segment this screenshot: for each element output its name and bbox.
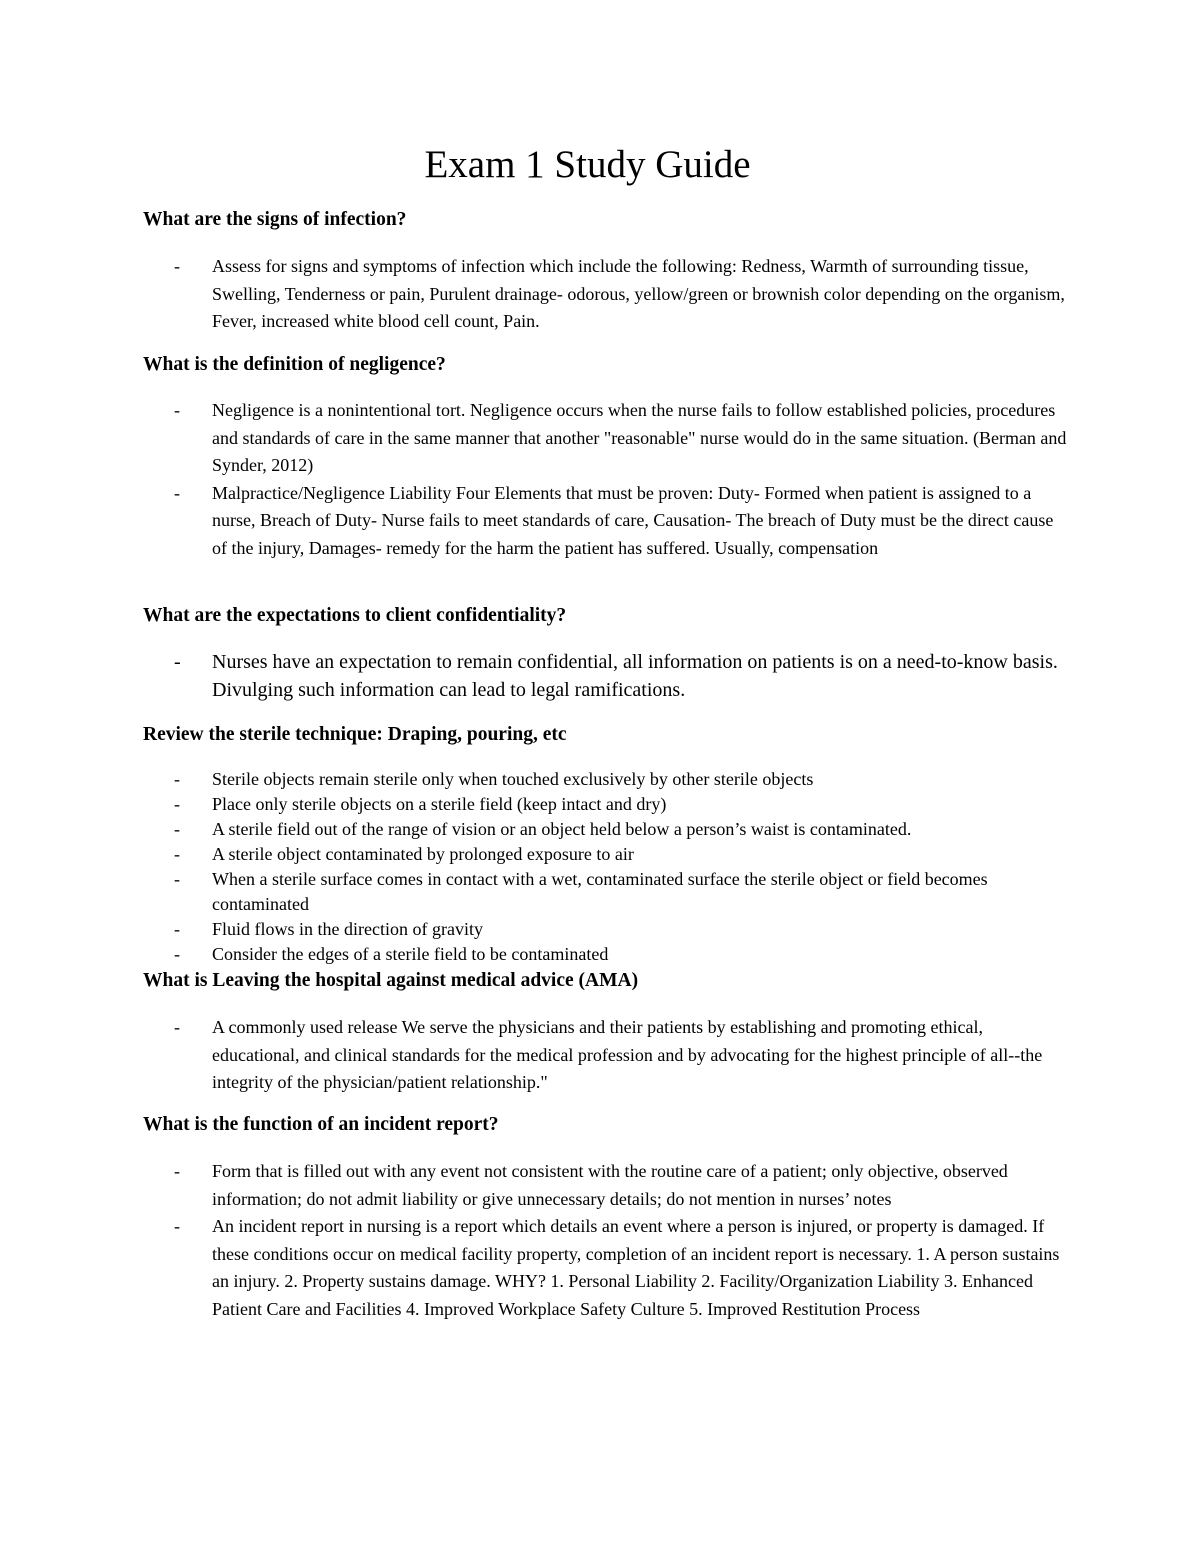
section-heading-sterile-technique: Review the sterile technique: Draping, pouring, etc bbox=[143, 724, 567, 745]
bullet-dash: - bbox=[174, 869, 180, 889]
bullet-dash: - bbox=[174, 769, 180, 789]
bullet-dash: - bbox=[174, 1216, 180, 1236]
bullet-dash: - bbox=[174, 1161, 180, 1181]
bullet-dash: - bbox=[174, 944, 180, 964]
bullet-dash: - bbox=[174, 1017, 180, 1037]
bullet-dash: - bbox=[174, 256, 180, 276]
section-list-sterile-technique bbox=[172, 767, 1072, 967]
list-item: - A sterile object contaminated by prolonged exposure to air bbox=[172, 842, 1072, 867]
bullet-dash: - bbox=[174, 651, 181, 673]
list-item: - Fluid flows in the direction of gravity bbox=[172, 917, 1072, 942]
section-list-incident-report bbox=[172, 1158, 1072, 1323]
bullet-dash: - bbox=[174, 794, 180, 814]
list-item: - Malpractice/Negligence Liability Four Elements that must be proven: Duty- Formed when patient is assigned to a nurse, Breach of Duty- Nurse fails to meet standards of care, Causation- The breach of Duty must be the direct cause of the injury, Damages- remedy for the harm the patient has suffered. Usually, compensation bbox=[172, 480, 1072, 563]
list-item: - A commonly used release We serve the physicians and their patients by establishing and promoting ethical, educational, and clinical standards for the medical profession and by advocating for the highest principle of all--the integrity of the physician/patient relationship." bbox=[172, 1014, 1072, 1097]
list-item: - When a sterile surface comes in contact with a wet, contaminated surface the sterile object or field becomes contaminated bbox=[174, 869, 988, 914]
section-heading-infection: What are the signs of infection? bbox=[143, 209, 407, 230]
bullet-dash: - bbox=[174, 400, 180, 420]
section-list-confidentiality bbox=[172, 648, 1072, 704]
section-list-ama bbox=[172, 1014, 1072, 1097]
section-heading-incident-report: What is the function of an incident report? bbox=[143, 1114, 499, 1135]
section-heading-ama: What is Leaving the hospital against medical advice (AMA) bbox=[143, 970, 639, 991]
list-item: - Sterile objects remain sterile only when touched exclusively by other sterile objects bbox=[172, 767, 1072, 792]
list-item: - Consider the edges of a sterile field to be contaminated bbox=[172, 942, 1072, 967]
section-list-infection bbox=[172, 253, 1072, 336]
bullet-dash: - bbox=[174, 819, 180, 839]
section-list-negligence bbox=[172, 397, 1072, 562]
list-item: - An incident report in nursing is a report which details an event where a person is injured, or property is damaged. If these conditions occur on medical facility property, completion of an incident report is necessary. 1. A person sustains an injury. 2. Property sustains damage. WHY? 1. Personal Liability 2. Facility/Organization Liability 3. Enhanced Patient Care and Facilities 4. Improved Workplace Safety Culture 5. Improved Restitution Process bbox=[172, 1213, 1072, 1323]
list-item: - Form that is filled out with any event not consistent with the routine care of a patient; only objective, observed information; do not admit liability or give unnecessary details; do not mention in nurses’ notes bbox=[172, 1158, 1072, 1213]
bullet-dash: - bbox=[174, 844, 180, 864]
list-item: - Place only sterile objects on a sterile field (keep intact and dry) bbox=[172, 792, 1072, 817]
bullet-dash: - bbox=[174, 919, 180, 939]
list-item: - Negligence is a nonintentional tort. Negligence occurs when the nurse fails to follow established policies, procedures and standards of care in the same manner that another "reasonable" nurse would do in the same situation. (Berman and Synder, 2012) bbox=[172, 397, 1072, 480]
list-item: - Nurses have an expectation to remain confidential, all information on patients is on a need-to-know basis. Divulging such information can lead to legal ramifications. bbox=[172, 648, 1072, 704]
bullet-dash: - bbox=[174, 482, 180, 503]
section-heading-negligence: What is the definition of negligence? bbox=[143, 354, 446, 375]
document-title: Exam 1 Study Guide bbox=[424, 143, 751, 186]
section-heading-confidentiality: What are the expectations to client confidentiality? bbox=[143, 605, 567, 626]
list-item: - A sterile field out of the range of vision or an object held below a person’s waist is contaminated. bbox=[172, 817, 1072, 842]
list-item: - Assess for signs and symptoms of infection which include the following: Redness, Warmth of surrounding tissue, Swelling, Tenderness or pain, Purulent drainage- odorous, yellow/green or brownish color depending on the organism, Fever, increased white blood cell count, Pain. bbox=[172, 253, 1072, 336]
